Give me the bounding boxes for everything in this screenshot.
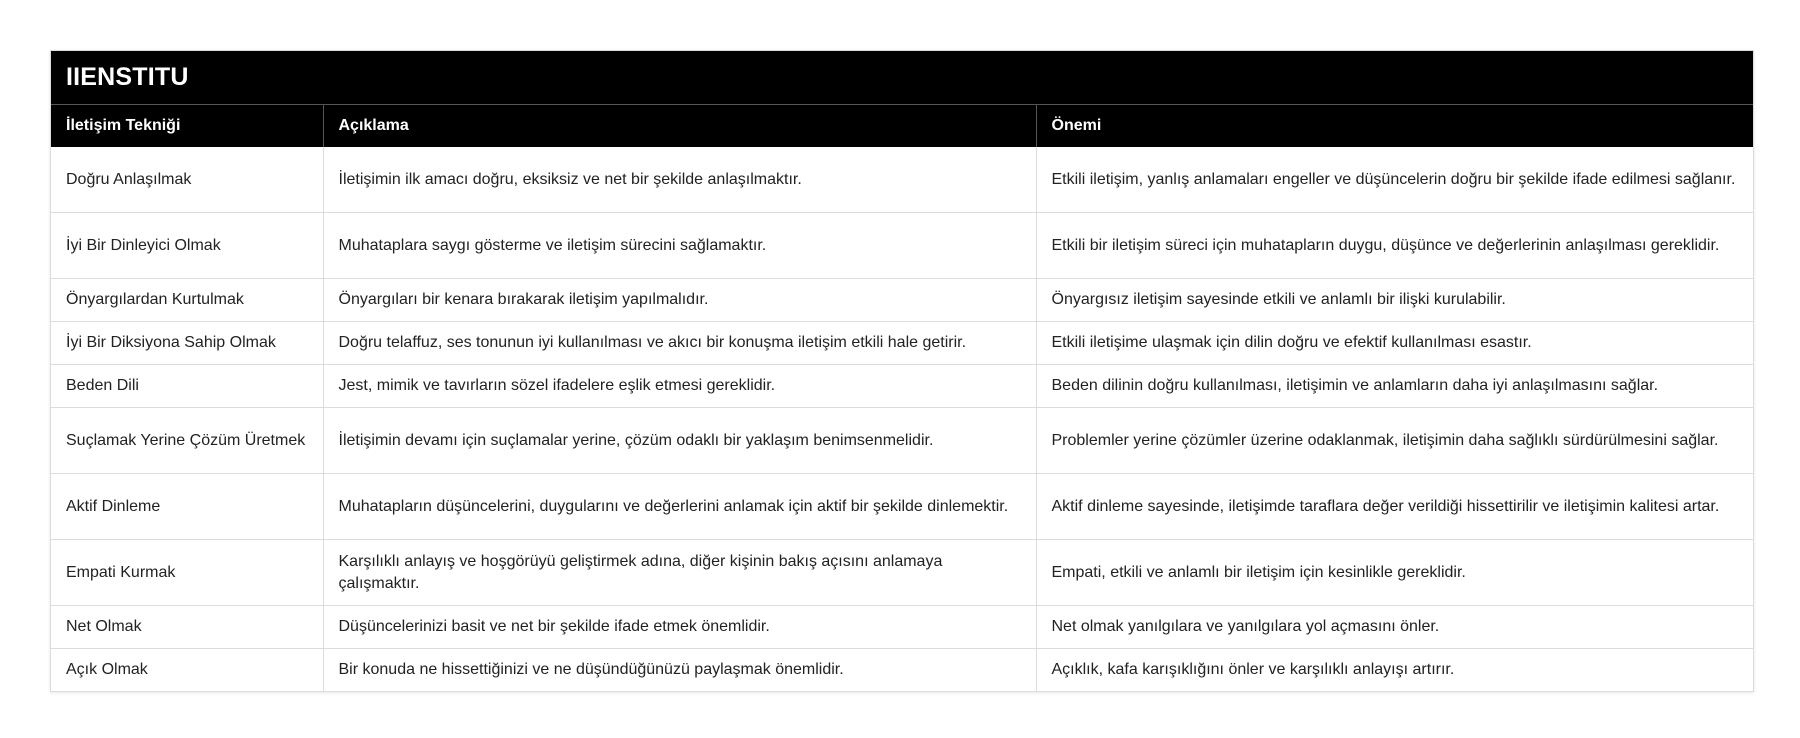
- description-cell: İletişimin ilk amacı doğru, eksiksiz ve net bir şekilde anlaşılmaktır.: [323, 147, 1036, 213]
- column-header-importance: Önemi: [1036, 105, 1753, 147]
- importance-cell: Etkili bir iletişim süreci için muhatapların duygu, düşünce ve değerlerinin anlaşılması gereklidir.: [1036, 213, 1753, 279]
- technique-cell: Aktif Dinleme: [51, 474, 323, 540]
- technique-cell: Net Olmak: [51, 606, 323, 649]
- table-row: [51, 279, 1753, 322]
- technique-cell: Beden Dili: [51, 365, 323, 408]
- table-row: [51, 365, 1753, 408]
- table-row: [51, 213, 1753, 279]
- importance-cell: Etkili iletişim, yanlış anlamaları engeller ve düşüncelerin doğru bir şekilde ifade edilmesi sağlanır.: [1036, 147, 1753, 213]
- importance-cell: Beden dilinin doğru kullanılması, iletişimin ve anlamların daha iyi anlaşılmasını sağlar.: [1036, 365, 1753, 408]
- technique-cell: Önyargılardan Kurtulmak: [51, 279, 323, 322]
- importance-cell: Aktif dinleme sayesinde, iletişimde taraflara değer verildiği hissettirilir ve iletişimin kalitesi artar.: [1036, 474, 1753, 540]
- description-cell: İletişimin devamı için suçlamalar yerine, çözüm odaklı bir yaklaşım benimsenmelidir.: [323, 408, 1036, 474]
- table-title: IIENSTITU: [51, 51, 1753, 105]
- column-header-description: Açıklama: [323, 105, 1036, 147]
- description-cell: Bir konuda ne hissettiğinizi ve ne düşündüğünüzü paylaşmak önemlidir.: [323, 649, 1036, 692]
- table-row: [51, 147, 1753, 213]
- technique-cell: Suçlamak Yerine Çözüm Üretmek: [51, 408, 323, 474]
- header-row: [51, 105, 1753, 147]
- table-card: [50, 50, 1754, 692]
- importance-cell: Açıklık, kafa karışıklığını önler ve karşılıklı anlayışı artırır.: [1051, 661, 1455, 678]
- importance-cell: Net olmak yanılgılara ve yanılgılara yol açmasını önler.: [1036, 606, 1753, 649]
- table-row: [51, 408, 1753, 474]
- importance-cell: Problemler yerine çözümler üzerine odaklanmak, iletişimin daha sağlıklı sürdürülmesini sağlar.: [1036, 408, 1753, 474]
- description-cell: Jest, mimik ve tavırların sözel ifadelere eşlik etmesi gereklidir.: [323, 365, 1036, 408]
- description-cell: Muhataplara saygı gösterme ve iletişim sürecini sağlamaktır.: [323, 213, 1036, 279]
- table-row: [51, 322, 1753, 365]
- importance-cell: Önyargısız iletişim sayesinde etkili ve anlamlı bir ilişki kurulabilir.: [1036, 279, 1753, 322]
- table-row: [51, 649, 1753, 692]
- technique-cell: İyi Bir Dinleyici Olmak: [51, 213, 323, 279]
- description-cell: Doğru telaffuz, ses tonunun iyi kullanılması ve akıcı bir konuşma iletişim etkili hale getirir.: [323, 322, 1036, 365]
- technique-cell: İyi Bir Diksiyona Sahip Olmak: [51, 322, 323, 365]
- description-cell: Önyargıları bir kenara bırakarak iletişim yapılmalıdır.: [323, 279, 1036, 322]
- table-row: [51, 540, 1753, 606]
- description-cell: Düşüncelerinizi basit ve net bir şekilde ifade etmek önemlidir.: [323, 606, 1036, 649]
- technique-cell: Doğru Anlaşılmak: [51, 147, 323, 213]
- table-row: [51, 474, 1753, 540]
- communication-techniques-table: [51, 105, 1753, 691]
- description-cell: Muhatapların düşüncelerini, duygularını ve değerlerini anlamak için aktif bir şekilde dinlemektir.: [323, 474, 1036, 540]
- table-row: [51, 606, 1753, 649]
- importance-cell: Etkili iletişime ulaşmak için dilin doğru ve efektif kullanılması esastır.: [1036, 322, 1753, 365]
- technique-cell: Açık Olmak: [51, 649, 323, 692]
- importance-cell: Empati, etkili ve anlamlı bir iletişim için kesinlikle gereklidir.: [1036, 540, 1753, 606]
- column-header-technique: İletişim Tekniği: [51, 105, 323, 147]
- technique-cell: Empati Kurmak: [51, 540, 323, 606]
- description-cell: Karşılıklı anlayış ve hoşgörüyü geliştirmek adına, diğer kişinin bakış açısını anlamaya çalışmaktır.: [323, 540, 1036, 606]
